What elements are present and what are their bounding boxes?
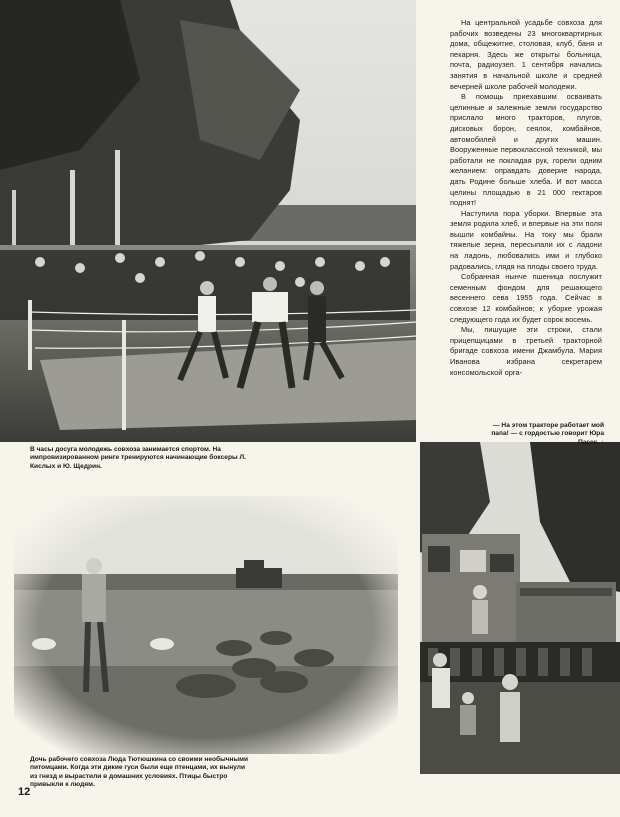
article-paragraph: Мы, пишущие эти строки, стали прицепщицами в третьей тракторной бригаде совхоза имени Джамбула. Мария Иванова избрана секретарем консомольской орга- (450, 325, 602, 377)
geese-photo (14, 496, 398, 754)
page-number: 12 (18, 786, 31, 798)
geese-caption: Дочь рабочего совхоза Люда Тютюшкина со своими необычными питомцами. Когда эти дикие гуси были еще птенцами, их вынули из гнезд и вырастили в домашних условиях. Птицы быстро привыкли к людям. (30, 756, 249, 789)
article-paragraph: На центральной усадьбе совхоза для рабочих возведены 23 многоквартирных дома, общежитие, столовая, клуб, баня и пекарня. Здесь же открыты больница, почта, радиоузел. 1 сентября начались занятия в начальной школе и средней вечерней школе рабочей молодежи. (450, 18, 602, 91)
article-paragraph: Собранная нынче пшеница послужит семенным фондом для решающего весеннего сева 1955 года. Сейчас в совхозе 12 комбайнов; к уборке урожая следующего года их будет сорок восемь. (450, 272, 602, 324)
article-paragraph: В помощь приехавшим осваивать целинные и залежные земли государство прислало много тракторов, плугов, дисковых борон, сеялок, комбайнов, автомобилей и других машин. Вооруженные первоклассной техникой, мы работали не покладая рук, горели одним желанием: оправдать доверие народа, дать Родине больше хлеба. И вот масса целины площадью в 21 000 гектаров поднят! (450, 92, 602, 208)
tractor-photo (420, 442, 620, 774)
boxing-caption: В часы досуга молодежь совхоза занимается спортом. На импровизированном ринге тренируются начинающие боксеры Л. Кислых и Ю. Щедрин. (30, 446, 246, 470)
tractor-caption: — На этом тракторе работает мой папа! — с гордостью говорит Юра Пасек. ↓ (491, 422, 604, 446)
article-paragraph: Наступила пора уборки. Впервые эта земля родила хлеб, и впервые на эти поля вышли комбайны. На току мы брали тяжелые зерна, пересыпали их с ладони на ладонь, любовались ими и глубоко радовались, глядя на плоды своего труда. (450, 208, 602, 271)
article-column (450, 18, 602, 378)
boxing-photo (0, 0, 416, 442)
